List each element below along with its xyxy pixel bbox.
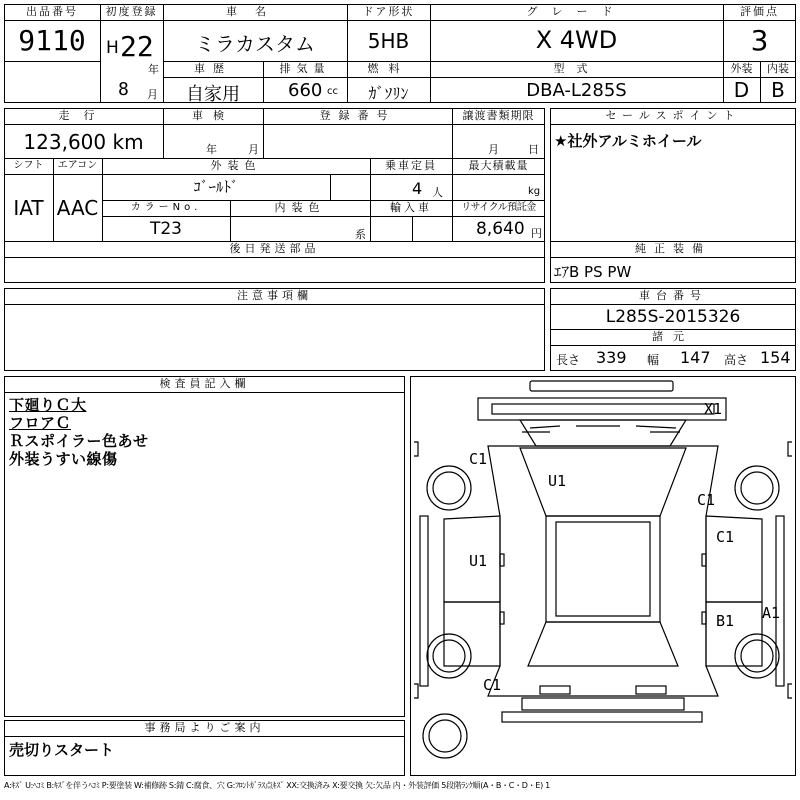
- import-label: 輸入車: [390, 201, 432, 214]
- lot-number: 9110: [18, 24, 86, 57]
- capacity-label: 乗車定員: [385, 159, 437, 172]
- model-code: DBA-L285S: [526, 80, 627, 101]
- inspector-label: 検査員記入欄: [159, 377, 250, 390]
- first-reg-label: 初度登録: [105, 5, 158, 18]
- score: 3: [750, 24, 769, 57]
- mark-u1-left-door: U1: [469, 552, 488, 570]
- transfer-label: 譲渡書類期限: [462, 109, 535, 122]
- mark-u1-roof: U1: [548, 472, 567, 490]
- dims-label: 諸元: [652, 330, 694, 343]
- grade: X 4WD: [535, 26, 618, 54]
- mark-b1-right-rear: B1: [716, 612, 735, 630]
- later-parts-label: 後日発送部品: [229, 242, 320, 255]
- interior-color-label: 内装色: [274, 201, 326, 214]
- note-line: フロアＣ: [9, 414, 72, 432]
- fuel: ｶﾞｿﾘﾝ: [368, 84, 409, 103]
- shift: IAT: [13, 196, 44, 220]
- lot-label: 出品番号: [26, 5, 78, 18]
- color: ｺﾞｰﾙﾄﾞ: [193, 178, 239, 196]
- plate-label: 登録番号: [319, 109, 396, 122]
- caution-label: 注意事項欄: [237, 289, 312, 302]
- interior-grade: B: [771, 78, 785, 102]
- door-type: 5HB: [367, 29, 410, 53]
- exterior-grade-label: 外装: [730, 62, 753, 75]
- width-label: 幅: [647, 353, 660, 367]
- interior-grade-label: 内装: [767, 62, 789, 75]
- options-text: ｴｱB PS PW: [554, 263, 632, 281]
- transfer-day-unit: 日: [528, 143, 539, 156]
- shift-label: シフト: [13, 160, 44, 171]
- capacity-unit: 人: [432, 186, 443, 199]
- mark-c1-rear-left: C1: [483, 676, 502, 694]
- car-name: ミラカスタム: [195, 32, 315, 56]
- model-code-label: 型式: [553, 62, 600, 75]
- width: 147: [680, 348, 711, 367]
- reg-month: 8: [118, 79, 129, 100]
- grade-label: グレード: [526, 5, 627, 18]
- length: 339: [596, 348, 627, 367]
- car-name-label: 車名: [226, 5, 284, 18]
- year-unit: 年: [148, 63, 159, 76]
- mark-c1-front-left: C1: [469, 450, 488, 468]
- reg-year: 22: [120, 30, 154, 63]
- inspection-label: 車検: [192, 109, 234, 122]
- capacity: 4: [412, 179, 423, 198]
- note-line: 外装うすい線傷: [9, 450, 118, 468]
- inspector-notes: [9, 396, 149, 468]
- length-label: 長さ: [556, 353, 581, 367]
- note-line: Ｒスポイラー色あせ: [9, 432, 149, 450]
- options-label: 純正装備: [635, 242, 711, 255]
- fuel-label: 燃料: [367, 62, 410, 75]
- recycle-fee: 8,640: [476, 219, 525, 239]
- mileage-label: 走行: [58, 109, 109, 122]
- sales-point-text: ★社外アルミホイール: [554, 132, 702, 150]
- mark-c1-front-right: C1: [697, 491, 716, 509]
- max-load-unit: kg: [528, 186, 541, 197]
- month-unit: 月: [147, 88, 158, 101]
- color-label: 外装色: [210, 159, 262, 172]
- color-no-label: カラーNo.: [130, 202, 202, 213]
- height-label: 高さ: [724, 353, 749, 367]
- door-label: ドア形状: [362, 5, 415, 18]
- office-text: 売切りスタート: [9, 741, 115, 759]
- exterior-grade: D: [733, 78, 750, 102]
- displacement-label: 排気量: [279, 62, 331, 75]
- mark-a1-right-sill: A1: [762, 604, 781, 622]
- car-diagram: [410, 376, 796, 776]
- color-no: T23: [149, 219, 183, 239]
- interior-color-unit: 系: [355, 228, 366, 241]
- ac-label: エアコン: [57, 160, 98, 171]
- recycle-unit: 円: [531, 227, 542, 240]
- recycle-label: リサイクル預託金: [461, 202, 536, 213]
- inspection-month-unit: 月: [248, 143, 259, 156]
- displacement: 660: [288, 80, 323, 101]
- ac: AAC: [56, 196, 99, 220]
- chassis-label: 車台番号: [639, 289, 707, 302]
- mileage: 123,600 km: [23, 130, 144, 154]
- note-line: 下廻りＣ大: [9, 396, 87, 414]
- era: H: [106, 38, 119, 58]
- legend-footer: A:ｷｽﾞ U:ﾍｺﾐ B:ｷｽﾞを伴うﾍｺﾐ P:要塗装 W:補修跡 S:錆 C:腐食、穴 G:ﾌﾛﾝﾄｶﾞﾗｽ点ｷｽﾞ XX:交換済み X:要交換 欠:欠品 内・外装評価 5段階ﾗﾝｸ順(A・B・C・D・E) 1: [4, 781, 550, 790]
- chassis-number: L285S-2015326: [605, 307, 741, 327]
- mark-c1-right-door: C1: [716, 528, 735, 546]
- sales-point-label: セールスポイント: [605, 109, 741, 122]
- transfer-month-unit: 月: [488, 143, 499, 156]
- office-label: 事務局よりご案内: [144, 721, 265, 734]
- history-label: 車歴: [194, 62, 232, 75]
- height: 154: [760, 348, 791, 367]
- score-label: 評価点: [740, 5, 779, 18]
- displacement-unit: cc: [327, 86, 338, 97]
- history: 自家用: [186, 84, 240, 105]
- inspection-year-unit: 年: [206, 143, 217, 156]
- max-load-label: 最大積載量: [468, 159, 529, 172]
- mark-x1: X1: [704, 400, 723, 418]
